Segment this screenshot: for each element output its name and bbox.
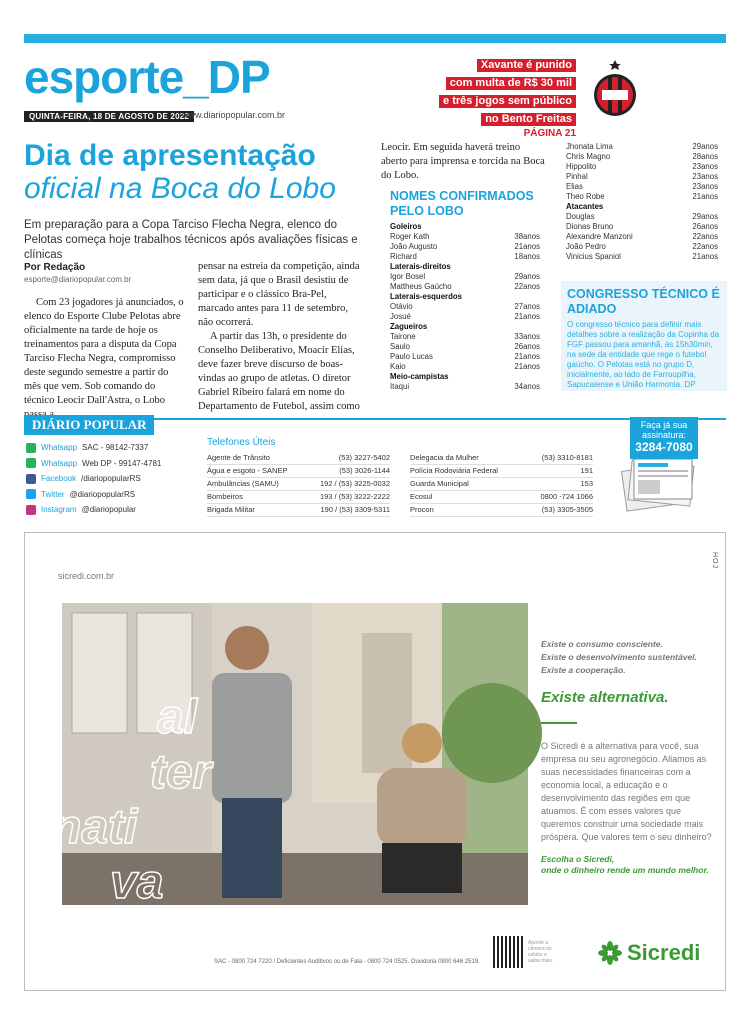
player-name: João Augusto: [390, 242, 438, 251]
player-age: 34anos: [514, 382, 540, 391]
player-name: Pinhal: [566, 172, 588, 181]
player-age: 22anos: [692, 232, 718, 241]
roster-player: [566, 152, 718, 162]
whatsapp-icon: [26, 458, 36, 468]
phones-right: [410, 452, 593, 517]
player-age: 22anos: [692, 242, 718, 251]
roster-player: [566, 162, 718, 172]
facebook-icon: [26, 474, 36, 484]
instagram-icon: [26, 505, 36, 515]
phone-number[interactable]: 191: [580, 466, 593, 475]
roster-player: [566, 212, 718, 222]
ad-code: HOJ: [711, 552, 718, 569]
contact-channel: Twitter: [41, 489, 65, 499]
player-age: 29anos: [692, 212, 718, 221]
player-name: Igor Bosel: [390, 272, 426, 281]
roster-position: Atacantes: [566, 202, 604, 211]
promo-teaser[interactable]: [430, 55, 576, 139]
player-name: Tairone: [390, 332, 416, 341]
roster-title: NOMES CONFIRMADOS PELO LOBO: [390, 189, 534, 218]
roster-position: Meio-campistas: [390, 372, 449, 381]
contact-item[interactable]: [26, 456, 161, 472]
roster-player: [390, 242, 540, 252]
player-age: 21anos: [692, 192, 718, 201]
diario-label: DIÁRIO POPULAR: [24, 415, 154, 435]
twitter-icon: [26, 489, 36, 499]
contact-value: SAC - 98142-7337: [82, 443, 149, 452]
promo-line: e três jogos sem público: [439, 95, 576, 108]
phone-row: [410, 465, 593, 478]
phone-service: Agente de Trânsito: [207, 453, 270, 462]
phone-number[interactable]: 153: [580, 479, 593, 488]
phone-row: [207, 491, 390, 504]
player-age: 27anos: [514, 302, 540, 311]
roster-player: [390, 272, 540, 282]
contact-list: [26, 440, 161, 518]
player-name: Chris Magno: [566, 152, 611, 161]
club-crest-icon: [590, 58, 640, 118]
contact-channel: Whatsapp: [41, 458, 78, 468]
phone-service: Delegacia da Mulher: [410, 453, 479, 462]
player-name: Vinicius Spaniol: [566, 252, 621, 261]
phone-service: Ambulâncias (SAMU): [207, 479, 279, 488]
contact-value: /diariopopularRS: [81, 474, 141, 483]
congress-box: [561, 281, 727, 391]
roster-player: [390, 302, 540, 312]
ad-signature-line: Escolha o Sicredi,: [541, 854, 615, 864]
phone-row: [207, 478, 390, 491]
qr-caption: Aponte a câmera do celular e saiba mais.: [528, 940, 554, 964]
subscribe-text: Faça já sua assinatura:: [640, 420, 688, 440]
phone-service: Água e esgoto - SANEP: [207, 466, 288, 475]
photo-word: al: [157, 691, 198, 744]
photo-word: nati: [52, 801, 138, 854]
ad-quote: Existe o desenvolvimento sustentável.: [541, 652, 697, 662]
contact-channel: Instagram: [41, 505, 77, 514]
player-age: 33anos: [514, 332, 540, 341]
ad-quote: Existe o consumo consciente.: [541, 639, 663, 649]
promo-line: Xavante é punido: [477, 59, 576, 72]
roster-position: Zagueiros: [390, 322, 428, 331]
player-name: Douglas: [566, 212, 595, 221]
player-name: Theo Robe: [566, 192, 605, 201]
byline: Por Redação: [24, 262, 86, 273]
phone-row: [207, 504, 390, 517]
phone-number[interactable]: (53) 3227-5402: [338, 453, 390, 462]
roster-player: [566, 222, 718, 232]
congress-title: CONGRESSO TÉCNICO É ADIADO: [567, 287, 720, 316]
roster-player: [390, 232, 540, 242]
subscribe-box[interactable]: [630, 417, 698, 459]
player-name: Dionas Bruno: [566, 222, 614, 231]
roster-player: [390, 312, 540, 322]
roster-list-right: [566, 142, 718, 262]
roster-player: [390, 382, 540, 392]
contact-value: @diariopopularRS: [69, 489, 136, 499]
phone-service: Brigada Militar: [207, 505, 255, 514]
ad-photo: [52, 603, 528, 909]
ad-url[interactable]: sicredi.com.br: [58, 571, 115, 581]
phone-number[interactable]: 193 / (53) 3222-2222: [319, 492, 390, 501]
player-age: 23anos: [692, 172, 718, 181]
roster-position: Goleiros: [390, 222, 422, 231]
player-age: 29anos: [514, 272, 540, 281]
player-name: Paulo Lucas: [390, 352, 433, 361]
player-name: Otávio: [390, 302, 413, 311]
player-age: 21anos: [514, 352, 540, 361]
contact-channel: Whatsapp: [41, 443, 78, 452]
contact-item[interactable]: [26, 440, 161, 456]
promo-page: PÁGINA 21: [523, 128, 576, 139]
roster-player: [566, 182, 718, 192]
player-name: Richard: [390, 252, 417, 261]
phone-number[interactable]: 0800 -724 1066: [540, 492, 593, 501]
site-link[interactable]: www.diariopopular.com.br: [182, 110, 286, 120]
phone-row: [410, 491, 593, 504]
whatsapp-icon: [26, 443, 36, 453]
roster-player: [390, 282, 540, 292]
photo-word: va: [110, 856, 164, 909]
headline: Dia de apresentação: [24, 139, 316, 172]
contact-value: @diariopopular: [81, 505, 136, 514]
contact-item[interactable]: [26, 471, 161, 487]
player-age: 22anos: [514, 282, 540, 291]
article-column-1: Com 23 jogadores já anunciados, o elenco do Esporte Clube Pelotas abre oficialmente na tarde de hoje os treinamentos para a disputa da Copa Tarciso Flecha Negra, compromisso deste segundo semestre a partir do mês que vem. Sob comando do técnico Leocir Dall'Astra, o Lobo: [24, 297, 184, 406]
phone-service: Ecosul: [410, 492, 433, 501]
phone-service: Procon: [410, 505, 434, 514]
roster-player: [566, 172, 718, 182]
player-age: 21anos: [514, 312, 540, 321]
player-name: Mattheus Gaúcho: [390, 282, 452, 291]
lead: Em preparação para a Copa Tarciso Flecha Negra, elenco do Pelotas começa hoje trabalhos técnicos após avaliações físicas e clínicas: [24, 219, 358, 261]
roster-player: [566, 142, 718, 152]
sicredi-logo-icon: [597, 940, 623, 966]
roster-player: [390, 362, 540, 372]
player-name: Saulo: [390, 342, 410, 351]
phone-row: [410, 504, 593, 517]
qr-code-icon[interactable]: [493, 936, 525, 968]
ad-headline: Existe alternativa.: [541, 689, 669, 706]
phone-number[interactable]: 190 / (53) 3309-5311: [320, 505, 390, 514]
player-name: Jhonata Lima: [566, 142, 613, 151]
article-column-2: [198, 260, 363, 414]
phone-row: [410, 478, 593, 491]
phone-row: [207, 452, 390, 465]
roster-player: [566, 252, 718, 262]
player-age: 29anos: [692, 142, 718, 151]
phone-service: Guarda Municipal: [410, 479, 469, 488]
roster-player: [390, 252, 540, 262]
player-name: Itaqui: [390, 382, 410, 391]
contact-value: Web DP - 99147-4781: [82, 458, 162, 468]
roster-player: [566, 192, 718, 202]
phone-service: Polícia Rodoviária Federal: [410, 466, 498, 475]
photo-word: ter: [150, 746, 212, 799]
roster-player: [390, 342, 540, 352]
ad-body: O Sicredi é a alternativa para você, sua empresa ou seu agronegócio. Aliamos as suas necessidades financeiras com a economia local, a educação e o desenvolvimento das regiões em que atuamos. É com esses valores que queremos construir uma sociedade mais próspera. Que valores tem o seu dinheiro?: [541, 741, 712, 842]
paragraph: A partir das 13h, o presidente do Conselho Deliberativo, Moacir Elias, deve fazer breve discurso de boas-vindas ao grupo de atletas. O diretor Gabriel Ribeiro falará em nome do Departamento de Futebol, assim como: [198, 331, 360, 412]
player-name: Hippolito: [566, 162, 597, 171]
player-name: Kaio: [390, 362, 406, 371]
player-age: 18anos: [514, 252, 540, 261]
sicredi-logo[interactable]: [597, 940, 700, 966]
promo-line: com multa de R$ 30 mil: [446, 77, 576, 90]
phone-row: [410, 452, 593, 465]
player-name: Alexandre Manzoni: [566, 232, 633, 241]
player-name: Roger Kath: [390, 232, 430, 241]
player-name: Josué: [390, 312, 411, 321]
player-name: Elias: [566, 182, 583, 191]
player-age: 28anos: [692, 152, 718, 161]
promo-line: no Bento Freitas: [481, 113, 576, 126]
player-age: 21anos: [514, 242, 540, 251]
contact-item[interactable]: [26, 487, 161, 503]
congress-text: O congresso técnico para definir mais detalhes sobre a realização da Copinha da FGF passou para amanhã, às 15h30min, na sede da entidade que rege o futebol gaúcho. O Pelotas está no grupo D, inicialmente, ao lado de Farroupilha, Sapucaiense e União Harmonia.: [567, 320, 720, 389]
player-age: 38anos: [514, 232, 540, 241]
roster-player: [566, 242, 718, 252]
congress-tag: DP: [684, 380, 696, 389]
player-age: 23anos: [692, 182, 718, 191]
phone-row: [207, 465, 390, 478]
subscribe-phone: 3284-7080: [635, 440, 693, 454]
roster-player: [566, 232, 718, 242]
phone-number[interactable]: (53) 3310-8181: [541, 453, 593, 462]
player-name: João Pedro: [566, 242, 606, 251]
phone-number[interactable]: (53) 3026-1144: [339, 466, 390, 475]
roster-position: Laterais-esquerdos: [390, 292, 462, 301]
sicredi-logo-text: Sicredi: [627, 940, 701, 965]
roster-list-left: [390, 222, 540, 392]
player-age: 23anos: [692, 162, 718, 171]
phone-number[interactable]: (53) 3305-3505: [541, 505, 593, 514]
date-line: QUINTA-FEIRA, 18 DE AGOSTO DE 2022: [24, 111, 194, 122]
author-email[interactable]: esporte@diariopopular.com.br: [24, 275, 132, 284]
phones-title: Telefones Úteis: [207, 437, 276, 448]
phones-left: [207, 452, 390, 517]
player-age: 21anos: [692, 252, 718, 261]
congress-body: [561, 320, 727, 390]
phone-service: Bombeiros: [207, 492, 243, 501]
ad-accent-bar: [541, 722, 577, 724]
roster-player: [390, 352, 540, 362]
ad-signature-line: onde o dinheiro rende um mundo melhor.: [541, 865, 709, 875]
ad-quote: Existe a cooperação.: [541, 665, 626, 675]
ad-copy: [541, 638, 721, 876]
article-column-3: Leocir. Em seguida haverá treino aberto para imprensa e torcida na Boca do Lobo.: [381, 142, 545, 181]
ad-signature: [541, 854, 721, 876]
ad-footer: SAC - 0800 724 7220 / Deficientes Auditivos ou de Fala - 0800 724 0525. Ouvidoria 0800 646 2519.: [214, 959, 480, 965]
paragraph: pensar na estreia da competição, ainda sem data, já que o Brasil desistiu de participar e o clássico Bra-Pel, marcado antes para 11 de setembro, não ocorrerá.: [198, 261, 360, 328]
player-age: 26anos: [514, 342, 540, 351]
top-bar: [24, 34, 726, 43]
headline-sub: oficial na Boca do Lobo: [24, 172, 336, 205]
section-brand: esporte_DP: [24, 51, 270, 103]
roster-position: Laterais-direitos: [390, 262, 451, 271]
player-age: 26anos: [692, 222, 718, 231]
contact-item[interactable]: [26, 502, 161, 518]
phone-number[interactable]: 192 / (53) 3225-0032: [319, 479, 390, 488]
contact-channel: Facebook: [41, 474, 77, 483]
roster-player: [390, 332, 540, 342]
player-age: 21anos: [514, 362, 540, 371]
